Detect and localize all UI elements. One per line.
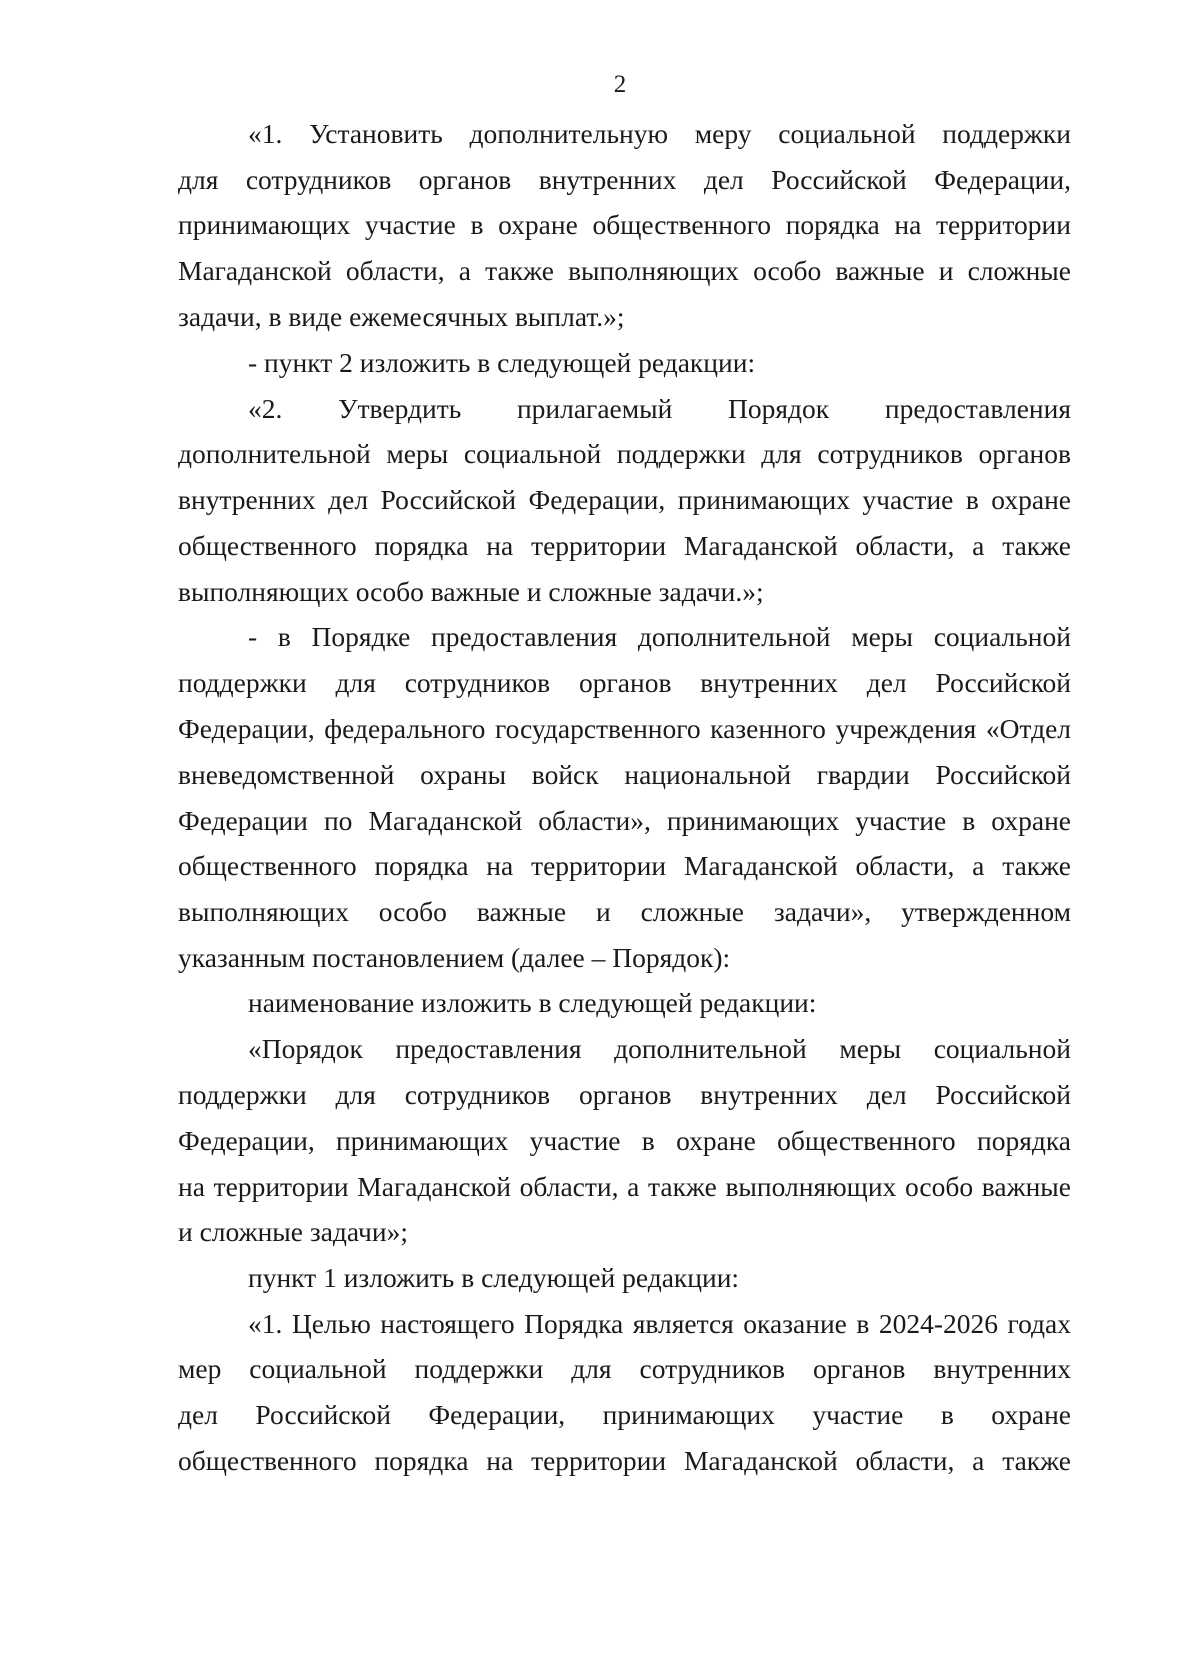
text-line: указанным постановлением (далее – Порядок): [178, 942, 731, 973]
text-line: принимающих участие в охране общественного порядка на территории [178, 209, 1071, 240]
text-line: - пункт 2 изложить в следующей редакции: [248, 347, 756, 378]
text-line: общественного порядка на территории Магаданской области, а также [178, 530, 1071, 561]
text-line: внутренних дел Российской Федерации, принимающих участие в охране [178, 484, 1071, 515]
text-line: общественного порядка на территории Магаданской области, а также [178, 1445, 1071, 1476]
text-line: «2. Утвердить прилагаемый Порядок предоставления [248, 393, 1071, 424]
text-line: мер социальной поддержки для сотрудников органов внутренних [178, 1353, 1071, 1384]
page-number: 2 [613, 71, 627, 98]
text-line: на территории Магаданской области, а также выполняющих особо важные [178, 1171, 1071, 1202]
text-line: Магаданской области, а также выполняющих особо важные и сложные [178, 255, 1071, 286]
text-line: пункт 1 изложить в следующей редакции: [248, 1262, 740, 1293]
text-line: выполняющих особо важные и сложные задачи.»; [178, 576, 764, 607]
text-line: Федерации, федерального государственного казенного учреждения «Отдел [178, 713, 1071, 744]
text-line: наименование изложить в следующей редакции: [248, 987, 817, 1018]
text-line: поддержки для сотрудников органов внутренних дел Российской [178, 667, 1071, 698]
text-line: общественного порядка на территории Магаданской области, а также [178, 850, 1071, 881]
text-line: для сотрудников органов внутренних дел Российской Федерации, [178, 164, 1071, 195]
text-line: поддержки для сотрудников органов внутренних дел Российской [178, 1079, 1071, 1110]
text-line: задачи, в виде ежемесячных выплат.»; [178, 301, 625, 332]
text-line: - в Порядке предоставления дополнительной меры социальной [248, 621, 1071, 652]
text-line: дополнительной меры социальной поддержки для сотрудников органов [178, 438, 1071, 469]
text-line: дел Российской Федерации, принимающих участие в охране [178, 1399, 1071, 1430]
text-line: «1. Целью настоящего Порядка является оказание в 2024-2026 годах [248, 1308, 1071, 1339]
text-line: «Порядок предоставления дополнительной меры социальной [248, 1033, 1071, 1064]
text-line: вневедомственной охраны войск национальной гвардии Российской [178, 759, 1071, 790]
text-line: выполняющих особо важные и сложные задачи», утвержденном [178, 896, 1071, 927]
text-line: Федерации по Магаданской области», принимающих участие в охране [178, 805, 1071, 836]
text-line: и сложные задачи»; [178, 1216, 408, 1247]
text-line: Федерации, принимающих участие в охране общественного порядка [178, 1125, 1071, 1156]
text-line: «1. Установить дополнительную меру социальной поддержки [248, 118, 1071, 149]
